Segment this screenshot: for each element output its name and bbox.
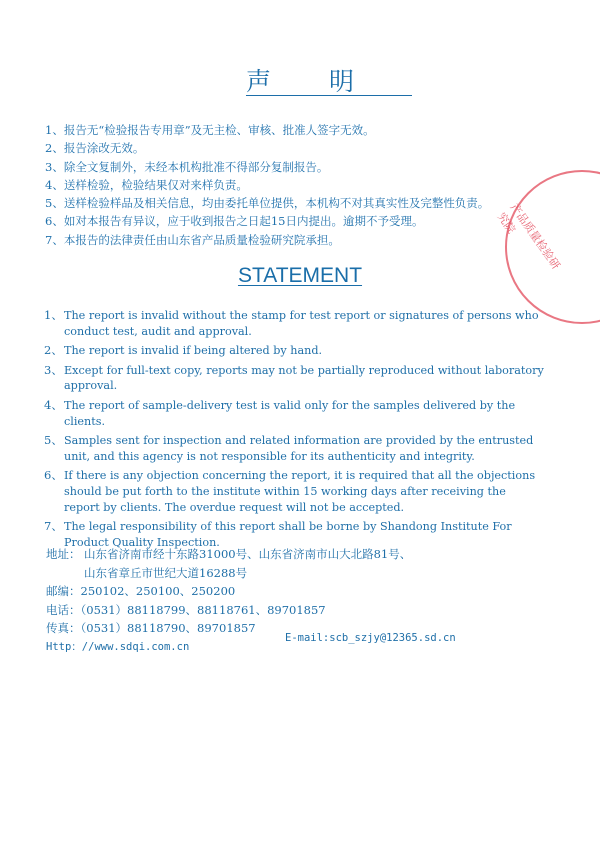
item-text: Samples sent for inspection and related information are provided by the entrusted unit, and this agency is not responsible for its authenticity and integrity. xyxy=(64,434,534,463)
address-line-1: 山东省济南市经十东路31000号、山东省济南市山大北路81号、 xyxy=(84,547,412,561)
http-label: Http xyxy=(46,640,72,653)
en-item xyxy=(44,468,544,515)
cn-item: 3、除全文复制外，未经本机构批准不得部分复制报告。 xyxy=(45,159,329,174)
chinese-statement-list xyxy=(45,121,489,249)
cn-item: 2、报告涂改无效。 xyxy=(45,141,145,156)
en-item xyxy=(44,363,544,394)
cn-item: 4、送样检验，检验结果仅对来样负责。 xyxy=(45,177,248,192)
website-link[interactable]: ：//www.sdqi.com.cn xyxy=(71,640,190,653)
address-label: 地址： xyxy=(46,547,81,561)
address-row-2 xyxy=(46,564,411,583)
postcode-row xyxy=(46,582,411,601)
email-link[interactable]: E-mail:scb_szjy@12365.sd.cn xyxy=(285,632,456,644)
item-number: 2、 xyxy=(44,343,63,358)
phone-row xyxy=(46,601,411,620)
english-title: STATEMENT xyxy=(237,264,363,287)
item-text: The legal responsibility of this report shall be borne by Shandong Institute For Product Quality Inspection. xyxy=(64,520,512,549)
stamp-text: 产品质量检验研究院 xyxy=(494,201,563,272)
en-item xyxy=(44,433,544,464)
item-number: 4、 xyxy=(44,397,63,412)
item-text: The report is invalid without the stamp for test report or signatures of persons who conduct test, audit and approval. xyxy=(64,309,539,338)
cn-item: 1、报告无“检验报告专用章”及无主检、审核、批准人签字无效。 xyxy=(45,123,375,137)
item-number: 3、 xyxy=(44,362,63,377)
item-number: 7、 xyxy=(44,519,63,534)
item-number: 1、 xyxy=(44,308,63,322)
english-statement-list xyxy=(44,308,544,550)
item-text: If there is any objection concerning the report, it is required that all the objections should be put forth to the institute within 15 working days after receiving the report by clients. The overdue request will not be accepted. xyxy=(64,469,536,514)
chinese-title: 声明 xyxy=(245,67,412,96)
cn-item: 6、如对本报告有异议，应于收到报告之日起15日内提出。逾期不予受理。 xyxy=(45,214,424,229)
item-text: The report is invalid if being altered by hand. xyxy=(64,344,323,358)
en-item xyxy=(44,308,544,339)
item-number: 6、 xyxy=(44,468,63,483)
cn-item: 5、送样检验样品及相关信息，均由委托单位提供，本机构不对其真实性及完整性负责。 xyxy=(45,196,490,211)
en-item xyxy=(44,398,544,429)
fax-label: 传真： xyxy=(46,621,81,635)
address-line-2: 山东省章丘市世纪大道16288号 xyxy=(84,565,248,580)
postcode-value: 250102、250100、250200 xyxy=(80,584,236,598)
address-row xyxy=(46,545,411,564)
phone-value: （0531）88118799、88118761、89701857 xyxy=(80,602,326,617)
cn-item: 7、本报告的法律责任由山东省产品质量检验研究院承担。 xyxy=(45,232,340,247)
fax-value: （0531）88118790、89701857 xyxy=(80,621,256,635)
item-text: Except for full-text copy, reports may not be partially reproduced without laboratory approval. xyxy=(64,363,544,393)
postcode-label: 邮编： xyxy=(46,584,81,598)
en-item xyxy=(44,343,544,359)
phone-label: 电话： xyxy=(46,602,81,617)
item-text: The report of sample-delivery test is valid only for the samples delivered by the clients. xyxy=(64,398,516,428)
item-number: 5、 xyxy=(44,433,63,448)
